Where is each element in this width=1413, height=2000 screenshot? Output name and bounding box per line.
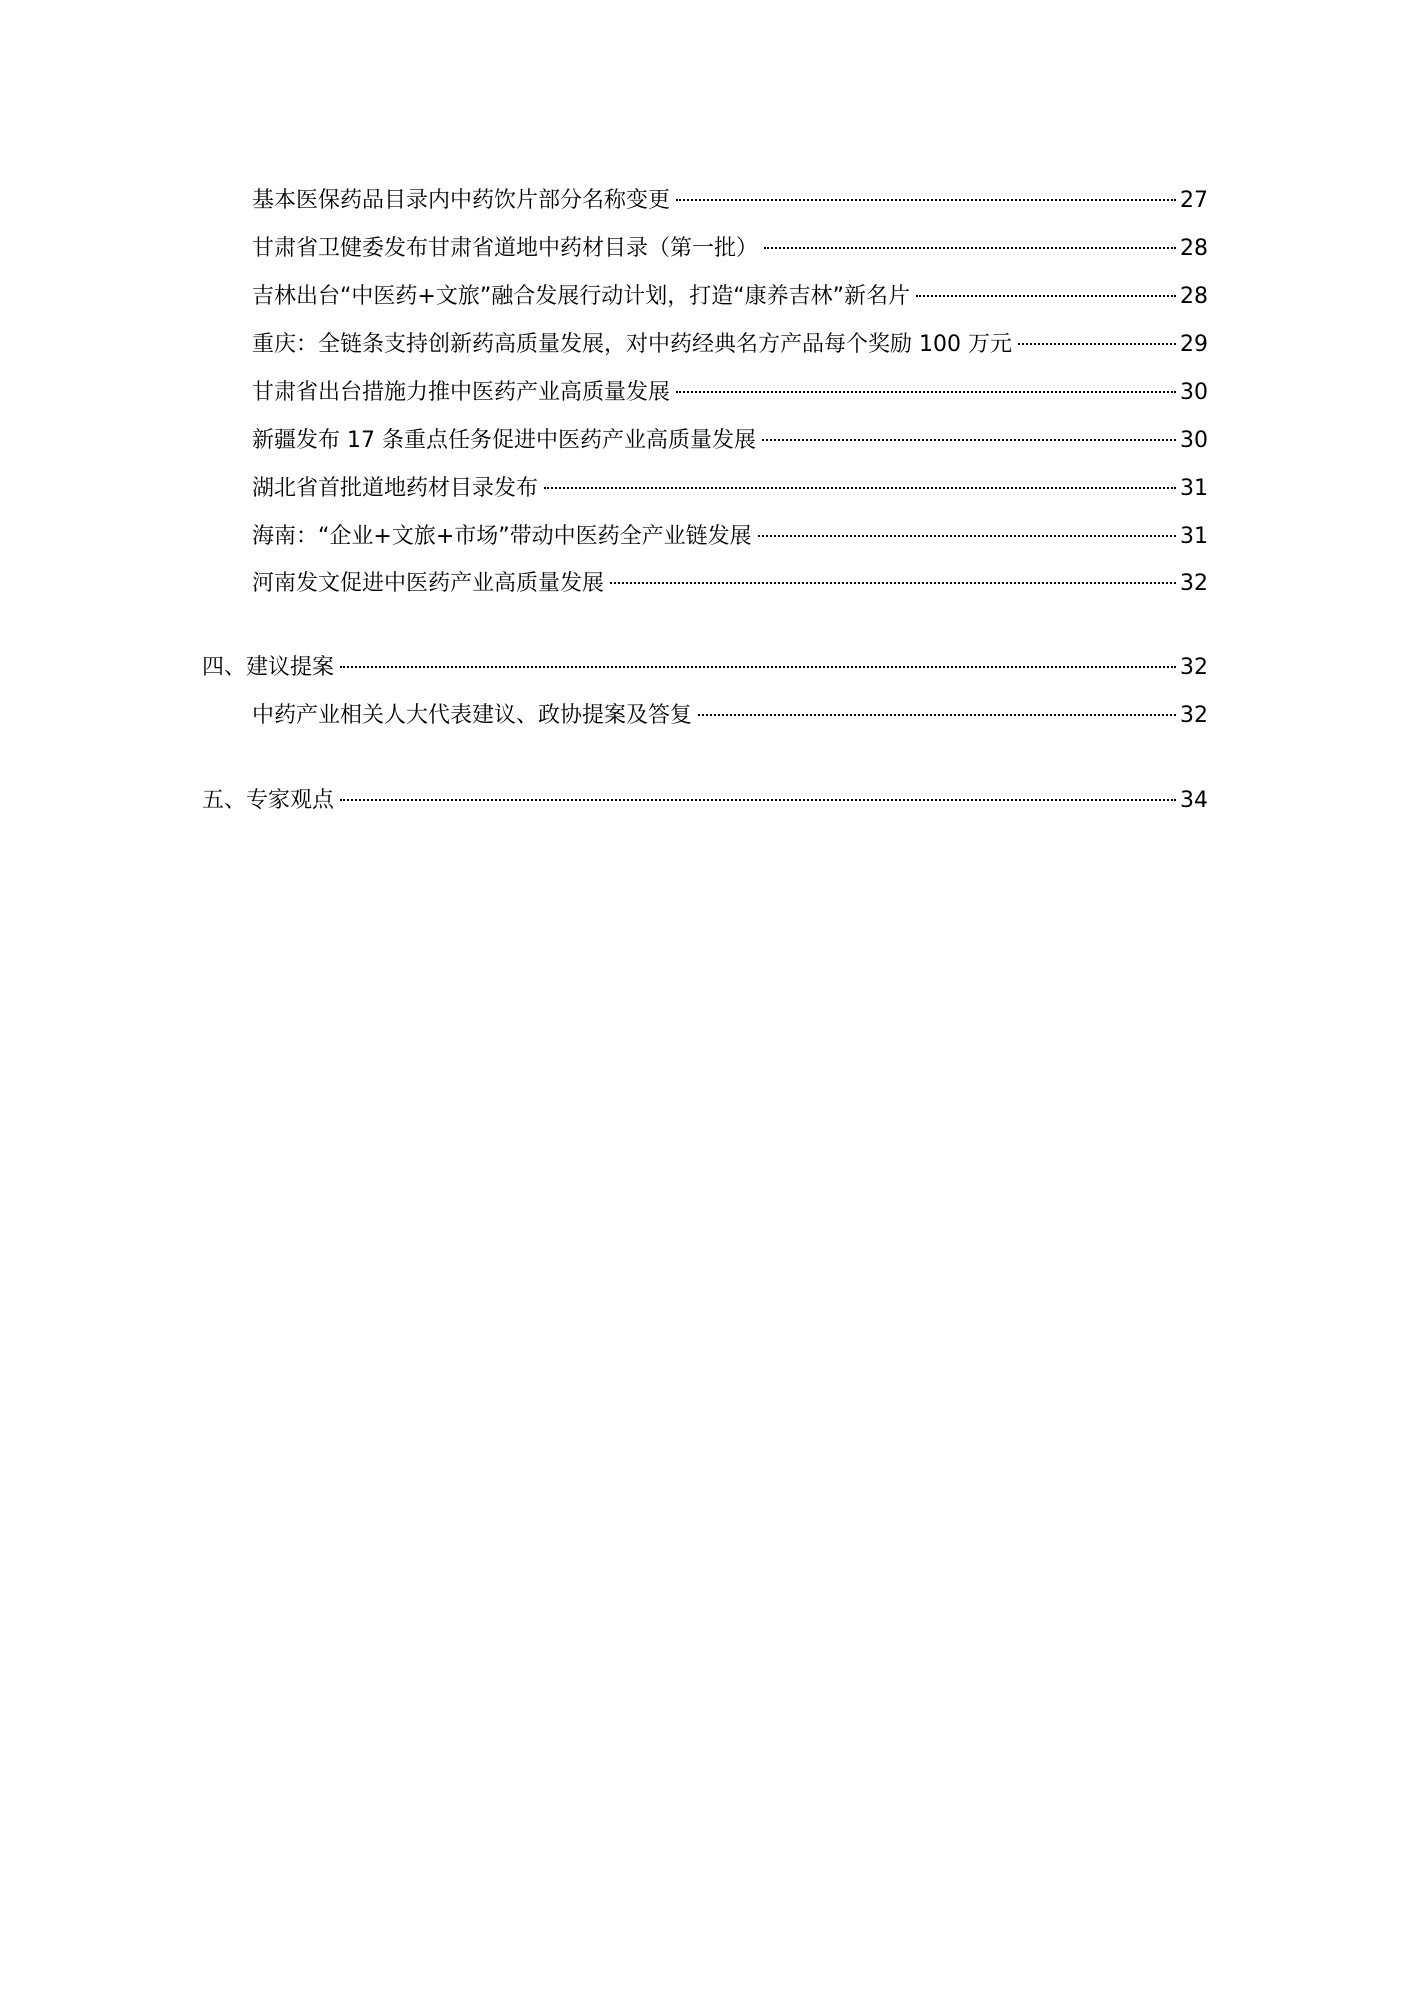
toc-entry[interactable] <box>252 232 1208 266</box>
toc-entry[interactable] <box>252 280 1208 314</box>
toc-entry-title: 甘肃省卫健委发布甘肃省道地中药材目录（第一批） <box>252 236 759 261</box>
toc-entry-page: 30 <box>1180 380 1208 405</box>
toc-entry-page: 28 <box>1180 236 1208 261</box>
toc-entry-title: 中药产业相关人大代表建议、政协提案及答复 <box>252 703 693 728</box>
toc-dot-leader <box>676 199 1176 201</box>
toc-section-entry[interactable] <box>202 784 1208 818</box>
toc-entry-title: 新疆发布 17 条重点任务促进中医药产业高质量发展 <box>252 428 756 453</box>
toc-entry-page: 30 <box>1180 428 1208 453</box>
toc-entry-title: 五、专家观点 <box>202 788 335 813</box>
toc-entry-title: 海南：“企业+文旅+市场”带动中医药全产业链发展 <box>252 524 752 549</box>
toc-dot-leader <box>758 535 1176 537</box>
toc-entry-title: 甘肃省出台措施力推中医药产业高质量发展 <box>252 380 671 405</box>
toc-entry-title: 基本医保药品目录内中药饮片部分名称变更 <box>252 188 671 213</box>
toc-entry[interactable] <box>252 472 1208 506</box>
toc-entry-page: 27 <box>1180 188 1208 213</box>
toc-dot-leader <box>544 487 1176 489</box>
toc-dot-leader <box>340 666 1176 668</box>
toc-entry[interactable] <box>252 567 1208 601</box>
toc-dot-leader <box>610 582 1176 584</box>
toc-entry-page: 34 <box>1180 788 1208 813</box>
toc-entry[interactable] <box>252 424 1208 458</box>
toc-dot-leader <box>340 799 1176 801</box>
toc-entry[interactable] <box>252 699 1208 733</box>
toc-dot-leader <box>916 295 1176 297</box>
toc-dot-leader <box>698 714 1176 716</box>
toc-entry-page: 32 <box>1180 571 1208 596</box>
toc-dot-leader <box>762 439 1176 441</box>
toc-entry-page: 32 <box>1180 703 1208 728</box>
toc-entry[interactable] <box>252 184 1208 218</box>
toc-entry-title: 河南发文促进中医药产业高质量发展 <box>252 571 605 596</box>
toc-entry-page: 28 <box>1180 284 1208 309</box>
toc-entry-page: 31 <box>1180 476 1208 501</box>
toc-entry-title: 湖北省首批道地药材目录发布 <box>252 476 539 501</box>
toc-dot-leader <box>764 247 1176 249</box>
toc-entry-title: 吉林出台“中医药+文旅”融合发展行动计划，打造“康养吉林”新名片 <box>252 284 911 309</box>
toc-entry[interactable] <box>252 520 1208 554</box>
toc-entry-page: 32 <box>1180 655 1208 680</box>
toc-entry[interactable] <box>252 376 1208 410</box>
toc-entry-title: 四、建议提案 <box>202 655 335 680</box>
toc-dot-leader <box>1018 343 1176 345</box>
toc-entry-page: 31 <box>1180 524 1208 549</box>
toc-entry-page: 29 <box>1180 332 1208 357</box>
toc-dot-leader <box>676 391 1176 393</box>
toc-section-entry[interactable] <box>202 651 1208 685</box>
toc-entry-title: 重庆：全链条支持创新药高质量发展，对中药经典名方产品每个奖励 100 万元 <box>252 332 1012 357</box>
toc-entry[interactable] <box>252 328 1208 362</box>
